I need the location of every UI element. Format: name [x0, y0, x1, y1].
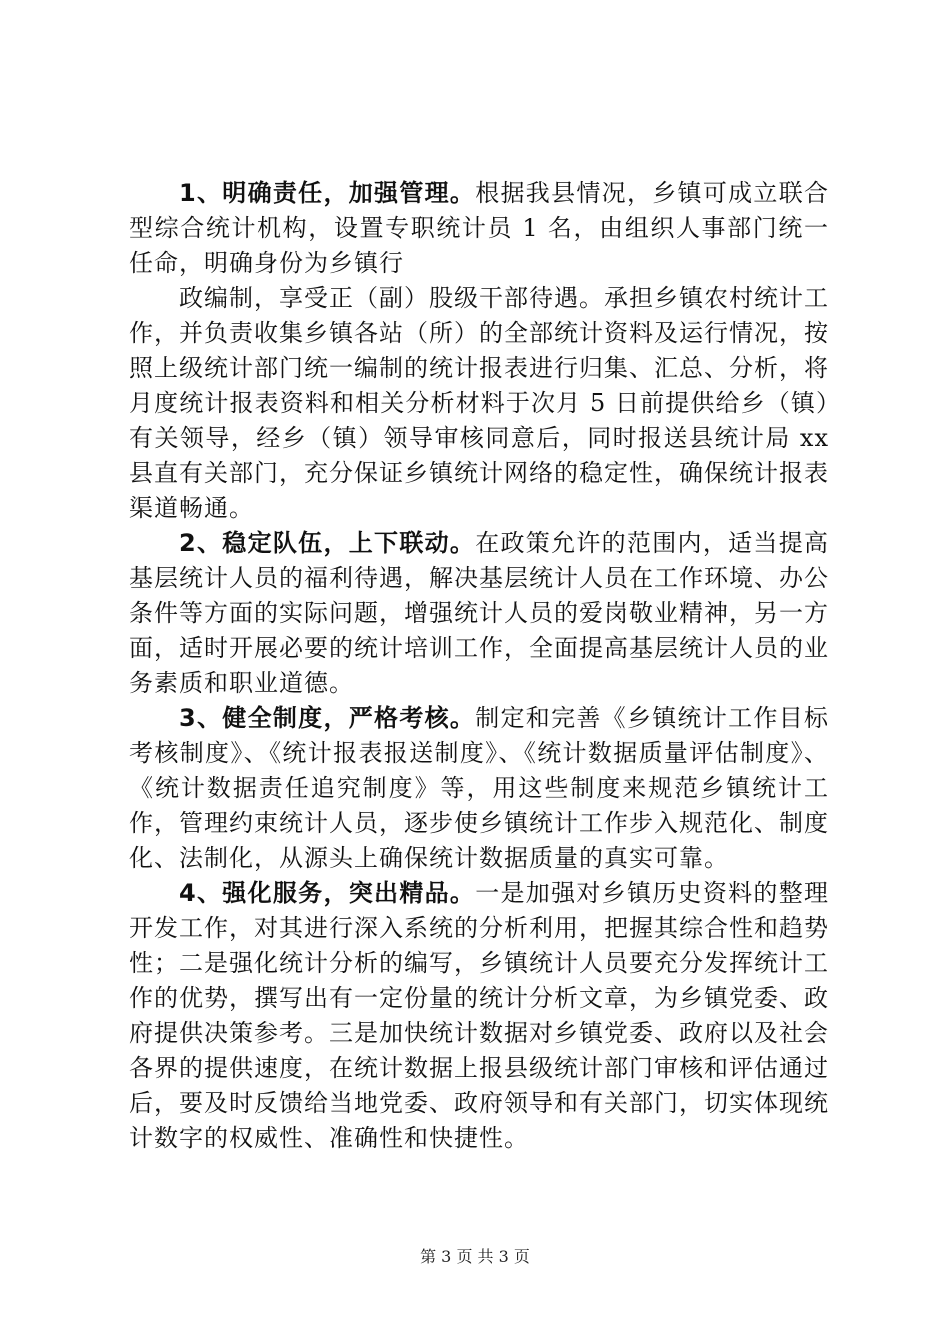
paragraph-4-text: 一是加强对乡镇历史资料的整理开发工作，对其进行深入系统的分析利用，把握其综合性和趋势性；二是强化统计分析的编写，乡镇统计人员要充分发挥统计工作的优势，撰写出有一定份量的统计分析文章，为乡镇党委、政府提供决策参考。三是加快统计数据对乡镇党委、政府以及社会各界的提供速度，在统计数据上报县级统计部门审核和评估通过后，要及时反馈给当地党委、政府领导和有关部门，切实体现统计数字的权威性、准确性和快捷性。 [129, 879, 829, 1152]
paragraph-2-text: 在政策允许的范围内，适当提高基层统计人员的福利待遇，解决基层统计人员在工作环境、办公条件等方面的实际问题，增强统计人员的爱岗敬业精神，另一方面，适时开展必要的统计培训工作，全面提高基层统计人员的业务素质和职业道德。 [129, 529, 829, 697]
paragraph-1-heading: 1、明确责任，加强管理。 [179, 179, 476, 207]
paragraph-3-heading: 3、健全制度，严格考核。 [179, 704, 476, 732]
page-number-label: 第 3 页 共 3 页 [420, 1247, 530, 1266]
paragraph-4 [129, 876, 829, 1156]
document-body [129, 176, 829, 1156]
page-footer [0, 1244, 950, 1267]
paragraph-1-text: 根据我县情况，乡镇可成立联合型综合统计机构，设置专职统计员 1 名，由组织人事部门统一任命，明确身份为乡镇行 [129, 179, 829, 277]
paragraph-1-continued-text: 政编制，享受正（副）股级干部待遇。承担乡镇农村统计工作，并负责收集乡镇各站（所）的全部统计资料及运行情况，按照上级统计部门统一编制的统计报表进行归集、汇总、分析，将月度统计报表资料和相关分析材料于次月 5 日前提供给乡（镇）有关领导，经乡（镇）领导审核同意后，同时报送县统计局 xx 县直有关部门，充分保证乡镇统计网络的稳定性，确保统计报表渠道畅通。 [129, 284, 829, 522]
paragraph-1-continued [129, 281, 829, 526]
paragraph-2 [129, 526, 829, 701]
paragraph-3-text: 制定和完善《乡镇统计工作目标考核制度》、《统计报表报送制度》、《统计数据质量评估制度》、《统计数据责任追究制度》等，用这些制度来规范乡镇统计工作，管理约束统计人员，逐步使乡镇统计工作步入规范化、制度化、法制化，从源头上确保统计数据质量的真实可靠。 [129, 704, 829, 872]
paragraph-3 [129, 701, 829, 876]
paragraph-2-heading: 2、稳定队伍，上下联动。 [179, 529, 476, 557]
paragraph-4-heading: 4、强化服务，突出精品。 [179, 879, 476, 907]
paragraph-1 [129, 176, 829, 281]
